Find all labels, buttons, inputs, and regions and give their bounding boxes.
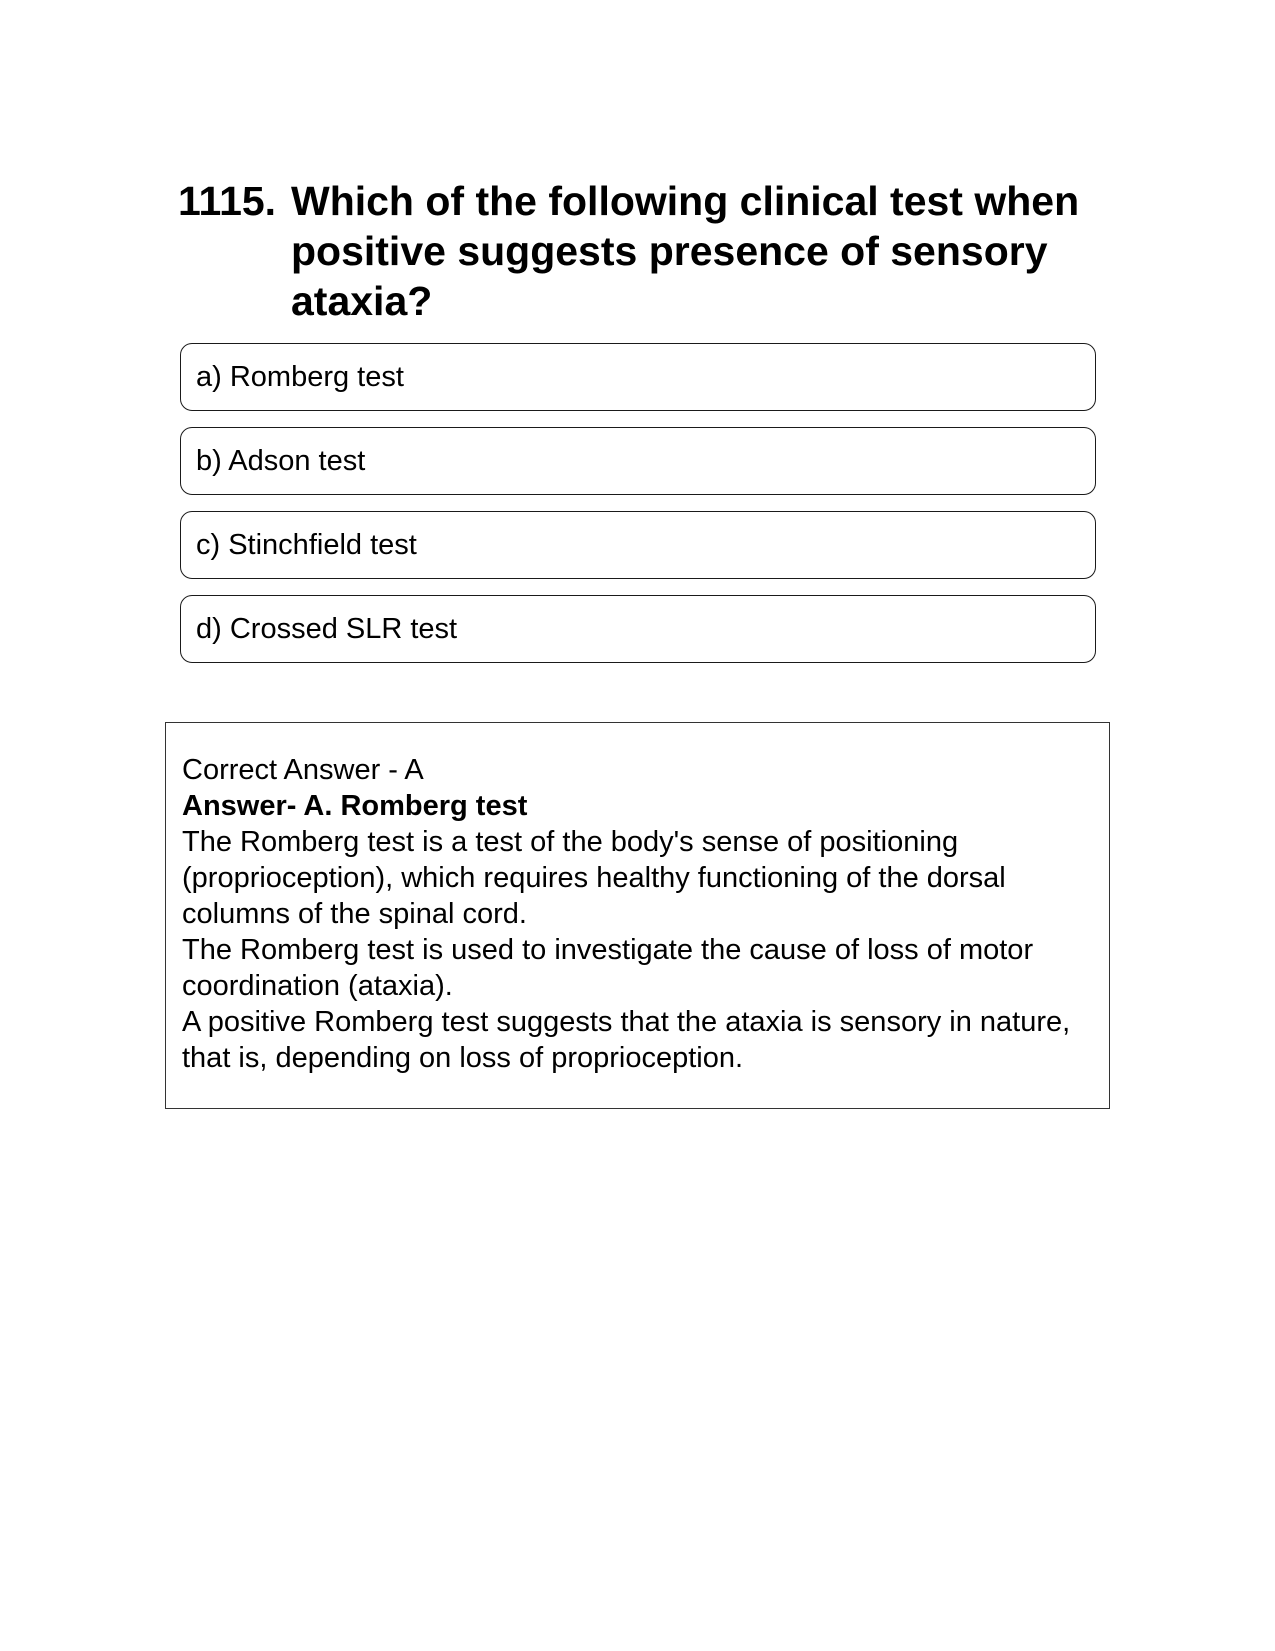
options-list — [180, 343, 1096, 679]
answer-explanation-box — [165, 722, 1110, 1109]
question-number: 1115. — [178, 178, 277, 224]
answer-heading: Answer- A. Romberg test — [182, 790, 528, 822]
explanation-paragraph-1: The Romberg test is a test of the body's sense of positioning (proprioception), which requires healthy functioning of the dorsal columns of the spinal cord. — [182, 826, 1006, 930]
correct-answer-line: Correct Answer - A — [182, 754, 424, 786]
option-b[interactable]: b) Adson test — [180, 427, 1096, 495]
option-a[interactable]: a) Romberg test — [180, 343, 1096, 411]
explanation-paragraph-3: A positive Romberg test suggests that the ataxia is sensory in nature, that is, depending on loss of proprioception. — [182, 1006, 1071, 1074]
option-c[interactable]: c) Stinchfield test — [180, 511, 1096, 579]
option-d[interactable]: d) Crossed SLR test — [180, 595, 1096, 663]
question-text: Which of the following clinical test when positive suggests presence of sensory ataxia? — [291, 178, 1080, 324]
question-heading — [178, 176, 1138, 326]
explanation-paragraph-2: The Romberg test is used to investigate the cause of loss of motor coordination (ataxia). — [182, 934, 1034, 1002]
